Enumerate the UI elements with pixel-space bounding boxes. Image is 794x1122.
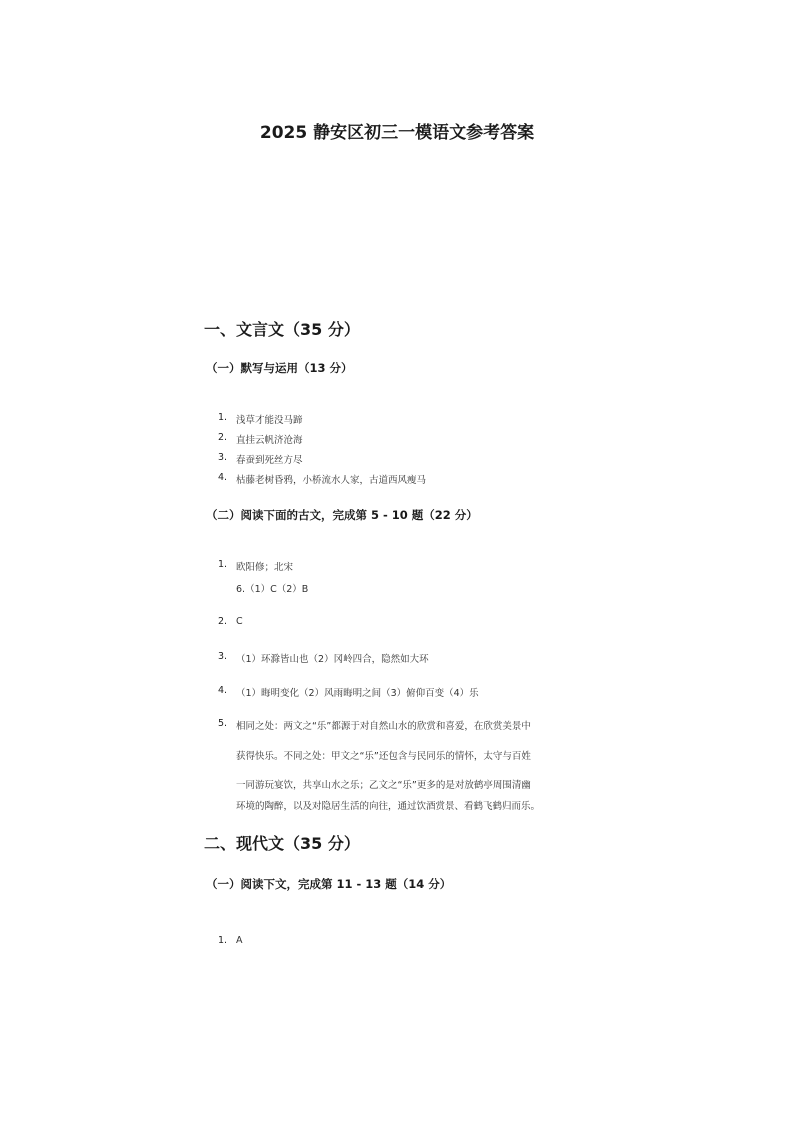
answer-line: 一同游玩宴饮，共享山水之乐；乙文之“乐”更多的是对放鹤亭周围清幽 <box>236 780 531 791</box>
list-item: 1. 欧阳修；北宋 <box>218 559 294 573</box>
section-heading-modern: 二、现代文（35 分） <box>204 834 360 853</box>
list-item: 5. 相同之处：两文之“乐”都源于对自然山水的欣赏和喜爱，在欣赏美景中 <box>218 718 531 732</box>
list-item: 1. 浅草才能没马蹄 <box>218 412 303 426</box>
answer-line: 环境的陶醉，以及对隐居生活的向往，通过饮酒赏景、看鹤飞鹤归而乐。 <box>236 801 541 812</box>
list-item: 4. 枯藤老树昏鸦，小桥流水人家，古道西风瘦马 <box>218 472 427 486</box>
list-item: 2. 直挂云帆济沧海 <box>218 432 303 446</box>
subsection-heading-dictation: （一）默写与运用（13 分） <box>206 361 353 375</box>
subsection-heading-modern-reading: （一）阅读下文，完成第 11 - 13 题（14 分） <box>206 877 452 891</box>
answer-line: 6.（1）C（2）B <box>236 584 309 595</box>
subsection-heading-reading: （二）阅读下面的古文，完成第 5 - 10 题（22 分） <box>206 508 478 522</box>
page-title: 2025 静安区初三一模语文参考答案 <box>259 123 535 143</box>
list-item: 3. （1）环滁皆山也（2）冈岭四合，隐然如大环 <box>218 651 429 665</box>
list-item: 1. A <box>218 935 243 946</box>
list-item: 4. （1）晦明变化（2）风雨晦明之间（3）俯仰百变（4）乐 <box>218 685 479 699</box>
answer-line: 获得快乐。不同之处：甲文之“乐”还包含与民同乐的情怀，太守与百姓 <box>236 751 531 762</box>
section-heading-classical: 一、文言文（35 分） <box>204 320 360 339</box>
list-item: 2. C <box>218 616 243 627</box>
list-item: 3. 春蚕到死丝方尽 <box>218 452 303 466</box>
